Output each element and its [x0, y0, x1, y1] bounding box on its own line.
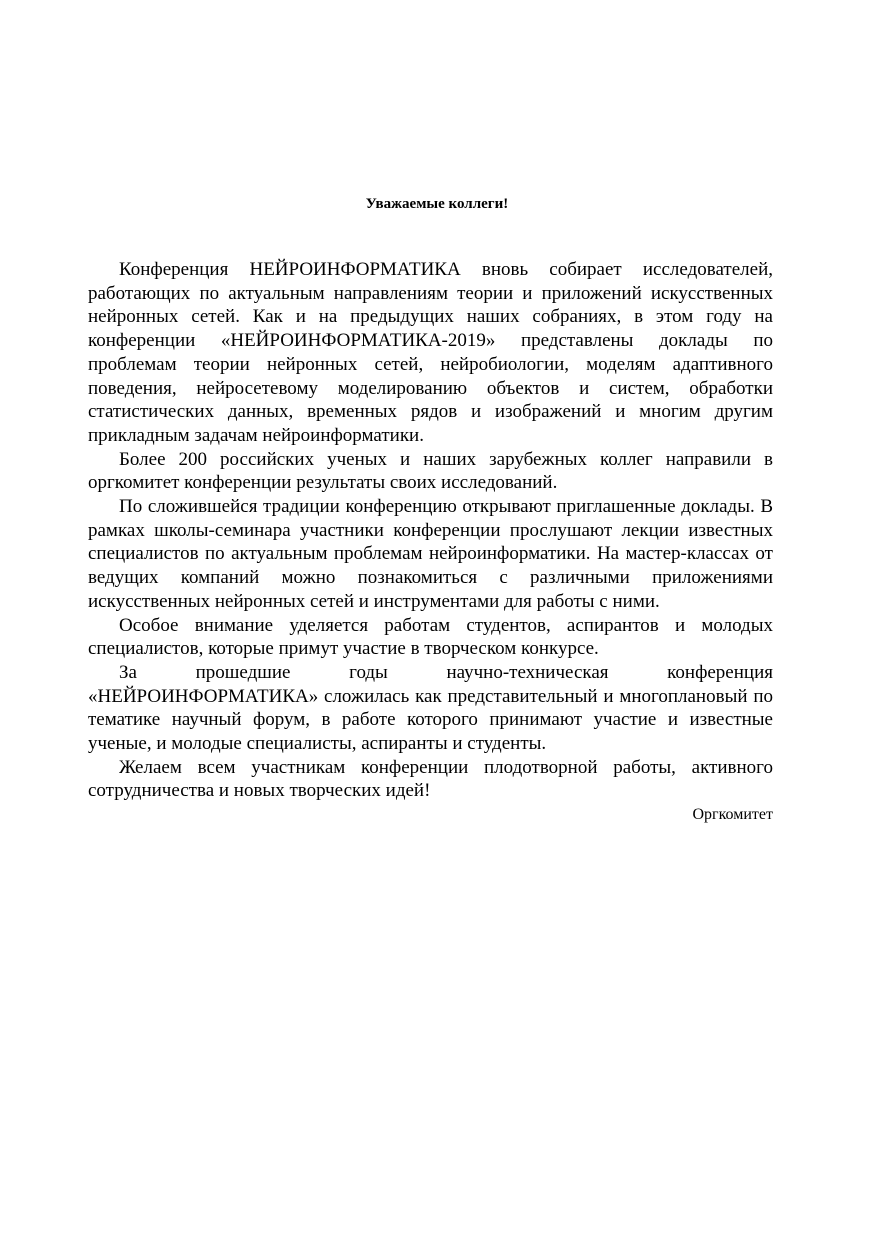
page-title: Уважаемые коллеги! [365, 196, 509, 212]
paragraph-submissions: Более 200 российских ученых и наших зарубежных коллег направили в оргкомитет конференции результаты своих исследований. [88, 448, 773, 494]
signature: Оргкомитет [692, 806, 773, 824]
paragraph-wishes: Желаем всем участникам конференции плодотворной работы, активного сотрудничества и новых творческих идей! [88, 756, 773, 802]
paragraph-intro: Конференция НЕЙРОИНФОРМАТИКА вновь собирает исследователей, работающих по актуальным направлениям теории и приложений искусственных нейронных сетей. Как и на предыдущих наших собраниях, в этом году на конференции «НЕЙРОИНФОРМАТИКА-2019» представлены доклады по проблемам теории нейронных сетей, нейробиологии, моделям адаптивного поведения, нейросетевому моделированию объектов и систем, обработки статистических данных, временных рядов и изображений и многим другим прикладным задачам нейроинформатики. [88, 259, 773, 446]
paragraph-history: За прошедшие годы научно-техническая конференция «НЕЙРОИНФОРМАТИКА» сложилась как представительный и многоплановый по тематике научный форум, в работе которого принимают участие и известные ученые, и молодые специалисты, аспиранты и студенты. [88, 661, 773, 755]
paragraph-students: Особое внимание уделяется работам студентов, аспирантов и молодых специалистов, которые примут участие в творческом конкурсе. [88, 614, 773, 660]
paragraph-program: По сложившейся традиции конференцию открывают приглашенные доклады. В рамках школы-семинара участники конференции прослушают лекции известных специалистов по актуальным проблемам нейроинформатики. На мастер-классах от ведущих компаний можно познакомиться с различными приложениями искусственных нейронных сетей и инструментами для работы с ними. [88, 496, 773, 612]
letter-body [88, 258, 773, 827]
